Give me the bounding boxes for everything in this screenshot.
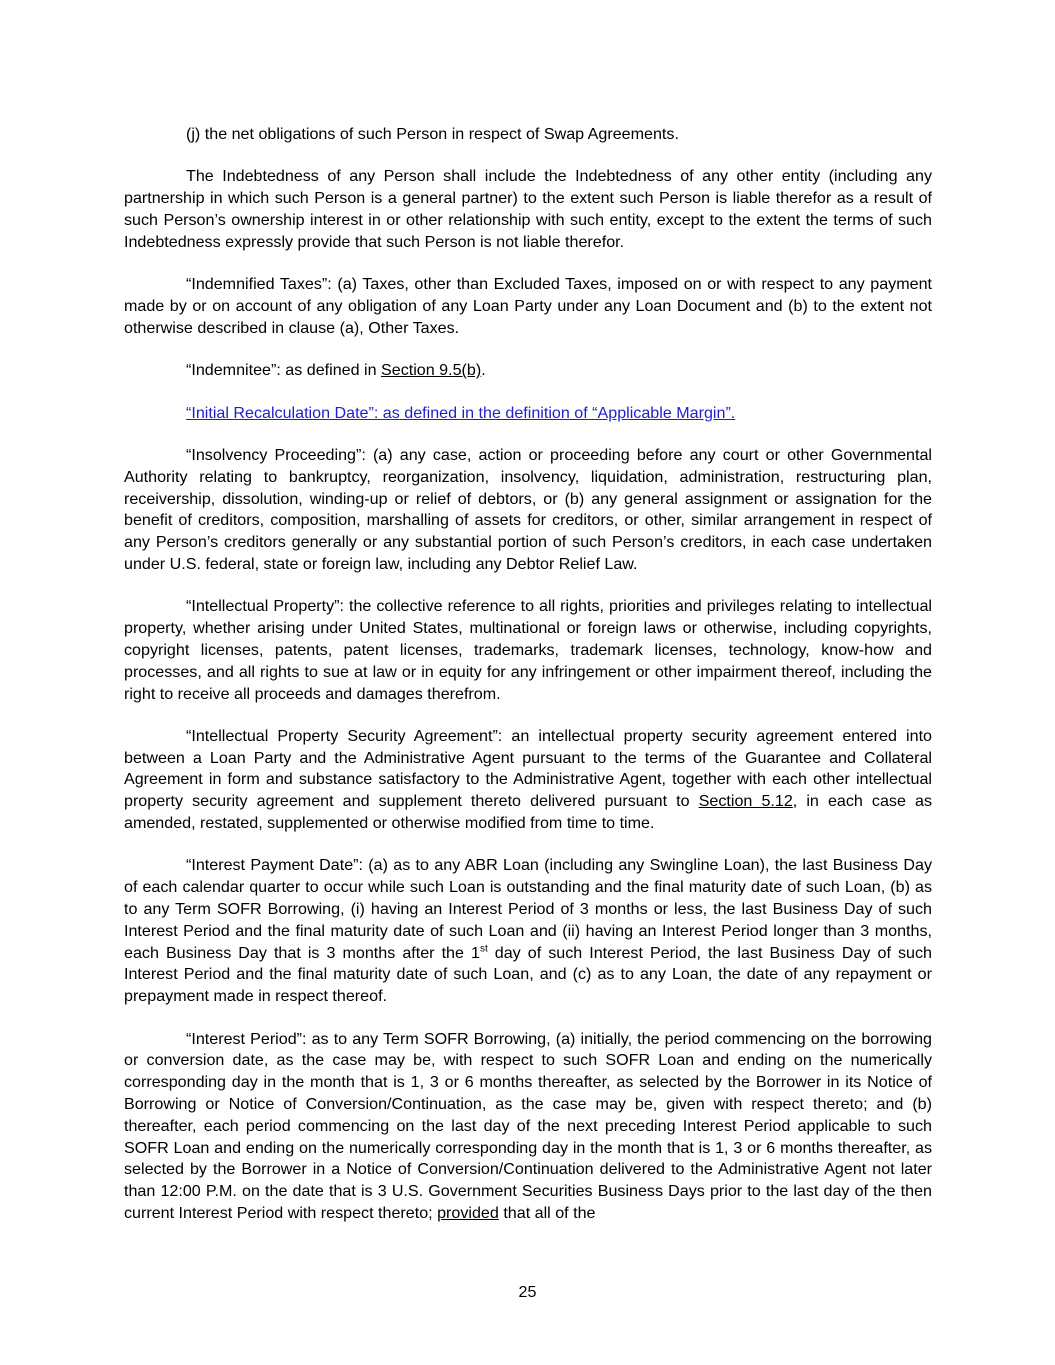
indebtedness-paragraph: The Indebtedness of any Person shall include the Indebtedness of any other entity (including any partnership in which such Person is a general partner) to the extent such Person is liable therefor as a result of such Person’s ownership interest in or other relationship with such entity, except to the extent the terms of such Indebtedness expressly provide that such Person is not liable therefor.	[124, 167, 932, 251]
definition-ip-security-agreement	[124, 726, 932, 835]
ordinal-superscript: st	[479, 943, 488, 955]
definition-insolvency-proceeding: “Insolvency Proceeding”: (a) any case, action or proceeding before any court or other Governmental Authority relating to bankruptcy, reorganization, insolvency, liquidation, administration, restructuring plan, receivership, dissolution, winding-up or relief of debtors, or (b) any general assignment or assignation for the benefit of creditors, composition, marshalling of assets for creditors, or other, similar arrangement in respect of any Person’s creditors generally or any substantial portion of such Person’s creditors, in each case undertaken under U.S. federal, state or foreign law, including any Debtor Relief Law.	[124, 445, 932, 573]
ipsa-text: “Intellectual Property Security Agreement”: an intellectual property security agreement entered into between a Loan Party and the Administrative Agent pursuant to the terms of the Guarantee and Collateral Agreement in form and substance satisfactory to the Administrative Agent, together with each other intellectual property security agreement and supplement thereto delivered pursuant to	[124, 726, 932, 811]
section-5-12-reference[interactable]: Section 5.12	[698, 792, 793, 811]
definition-interest-period	[124, 1029, 932, 1225]
definition-indemnitee	[124, 360, 932, 382]
interest-period-text-end: that all of the	[498, 1204, 596, 1223]
definition-interest-payment-date	[124, 855, 932, 1008]
ipsa-text-end: , in each case as amended, restated, supplemented or otherwise modified from time to time.	[124, 792, 932, 833]
page-number: 25	[518, 1283, 537, 1301]
clause-j-swap-agreements: (j) the net obligations of such Person in respect of Swap Agreements.	[186, 125, 679, 143]
indemnitee-text-end: .	[481, 361, 486, 380]
page-body	[124, 124, 932, 1245]
ipd-text-end: day of such Interest Period, the last Business Day of such Interest Period and the final maturity date of such Loan, and (c) as to any Loan, the date of any repayment or prepayment made in respect thereof.	[124, 943, 932, 1006]
indemnitee-text: “Indemnitee”: as defined in	[186, 361, 382, 380]
definition-intellectual-property: “Intellectual Property”: the collective reference to all rights, priorities and privileges relating to intellectual property, whether arising under United States, multinational or foreign laws or otherwise, including copyrights, copyright licenses, patents, patent licenses, trademarks, trademark licenses, technology, know-how and processes, and all rights to sue at law or in equity for any infringement or other impairment thereof, including the right to receive all proceeds and damages therefrom.	[124, 597, 932, 703]
section-9-5-b-reference[interactable]: Section 9.5(b)	[381, 361, 482, 380]
interest-period-text: “Interest Period”: as to any Term SOFR Borrowing, (a) initially, the period commencing on the borrowing or conversion date, as the case may be, with respect to such SOFR Loan and ending on the numerically corresponding day in the month that is 1, 3 or 6 months thereafter, as selected by the Borrower in its Notice of Borrowing or Notice of Conversion/Continuation, as the case may be, given with respect thereto; and (b) thereafter, each period commencing on the last day of the next preceding Interest Period applicable to such SOFR Loan and ending on the numerically corresponding day in the month that is 1, 3 or 6 months thereafter, as selected by the Borrower in a Notice of Conversion/Continuation delivered to the Administrative Agent not later than 12:00 P.M. on the date that is 3 U.S. Government Securities Business Days prior to the last day of the then current Interest Period with respect thereto;	[124, 1029, 932, 1223]
ipd-text: “Interest Payment Date”: (a) as to any ABR Loan (including any Swingline Loan), the last Business Day of each calendar quarter to occur while such Loan is outstanding and the final maturity date of such Loan, (b) as to any Term SOFR Borrowing, (i) having an Interest Period of 3 months or less, the last Business Day of such Interest Period and the final maturity date of such Loan and (ii) having an Interest Period longer than 3 months, each Business Day that is 3 months after the 1	[124, 856, 932, 962]
definition-initial-recalculation-date[interactable]: “Initial Recalculation Date”: as defined in the definition of “Applicable Margin”.	[186, 403, 736, 422]
definition-indemnified-taxes: “Indemnified Taxes”: (a) Taxes, other than Excluded Taxes, imposed on or with respect to any payment made by or on account of any obligation of any Loan Party under any Loan Document and (b) to the extent not otherwise described in clause (a), Other Taxes.	[124, 275, 932, 337]
provided-term: provided	[437, 1204, 499, 1223]
